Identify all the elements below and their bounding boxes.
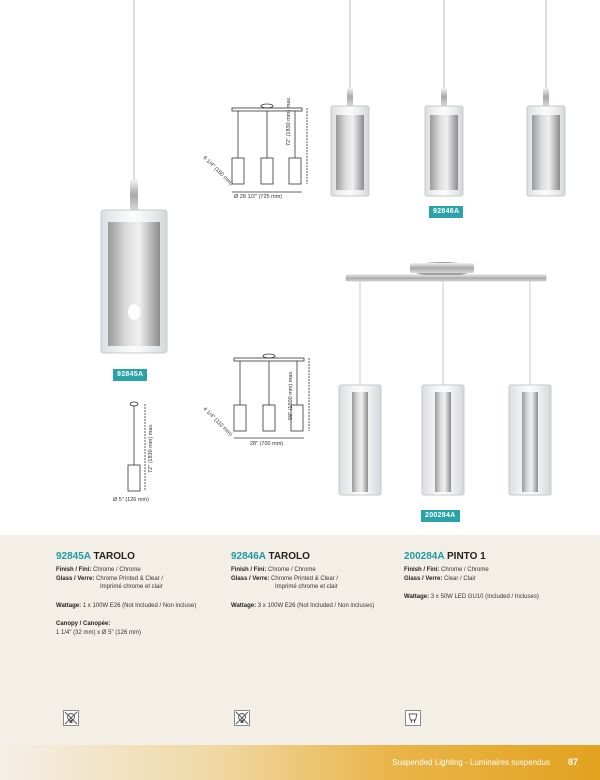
wattage-label: Wattage: [56,602,82,609]
wattage-label: Wattage: [404,594,430,600]
product-name: TAROLO [93,551,135,562]
finish-value: Chrome / Chrome [93,567,141,573]
product-title-92846a [231,551,310,562]
product-title-200284a [404,551,486,562]
product-tag-92845a: 92845A [113,369,147,381]
wattage-value: 1 x 100W E26 (Not Included / Non incluse) [82,602,197,609]
product-tag-92846a: 92846A [429,206,463,218]
finish-label: Finish / Fini: [231,567,267,573]
page-number: 87 [567,757,578,767]
product-name: PINTO 1 [447,551,486,562]
diagram-200284a [234,354,309,438]
product-code: 92846A [231,551,266,562]
dimension-width: Ø 5" (126 mm) [113,497,149,503]
glass-value-fr: Imprimé chrome et clair [275,584,338,590]
glass-value: Chrome Printed & Clear / [96,575,164,582]
glass-value: Clear / Clair [444,575,476,582]
section-title: Suspended Lighting - Luminaires suspendus [392,758,550,767]
dimension-depth: 6 1/4" (160 mm) [201,155,234,187]
canopy-value: 1 1/4" (32 mm) x Ø 5" (126 mm) [56,629,141,636]
glass-label: Glass / Verre: [231,575,270,582]
glass-label: Glass / Verre: [404,575,443,582]
product-code: 200284A [404,551,445,562]
spec-block-200284a [404,566,574,602]
glass-label: Glass / Verre: [56,575,95,582]
canopy-label: Canopy / Canopée: [56,621,111,627]
dimension-height: 59" (1500 mm) max. [288,370,294,420]
glass-value: Chrome Printed & Clear / [271,575,339,582]
bulb-not-included-icon [63,710,79,726]
dimension-depth: 4 1/4" (110 mm) [201,406,234,438]
product-code: 92845A [56,551,91,562]
finish-value: Chrome / Chrome [268,567,316,573]
pendant-92846a-photo [331,0,565,196]
finish-label: Finish / Fini: [404,567,440,573]
dimension-height: 72" (1830 mm) max. [148,423,154,473]
dimension-width: Ø 28 1/2" (725 mm) [234,194,283,200]
product-title-92845a [56,551,135,562]
glass-value-fr: Imprimé chrome et clair [100,584,163,590]
dimension-width: 28" (700 mm) [250,441,284,447]
wattage-value: 3 x 50W LED GU10 (Included / Incluses) [430,594,539,600]
product-name: TAROLO [268,551,310,562]
led-bulb-included-icon [405,710,421,726]
dimension-height: 72" (1830 mm) max. [286,96,292,146]
diagram-92846a [232,104,307,192]
diagram-92845a [128,402,145,491]
wattage-value: 3 x 100W E26 (Not Included / Non incluses) [257,602,375,609]
finish-value: Chrome / Chrome [441,567,489,573]
product-tag-200284a: 200284A [421,510,460,522]
bulb-not-included-icon [234,710,250,726]
pendant-200284a-photo [339,262,551,495]
wattage-label: Wattage: [231,602,257,609]
pendant-92845a-photo [101,0,167,353]
spec-block-92846a [231,566,401,610]
spec-block-92845a [56,566,226,637]
finish-label: Finish / Fini: [56,567,92,573]
